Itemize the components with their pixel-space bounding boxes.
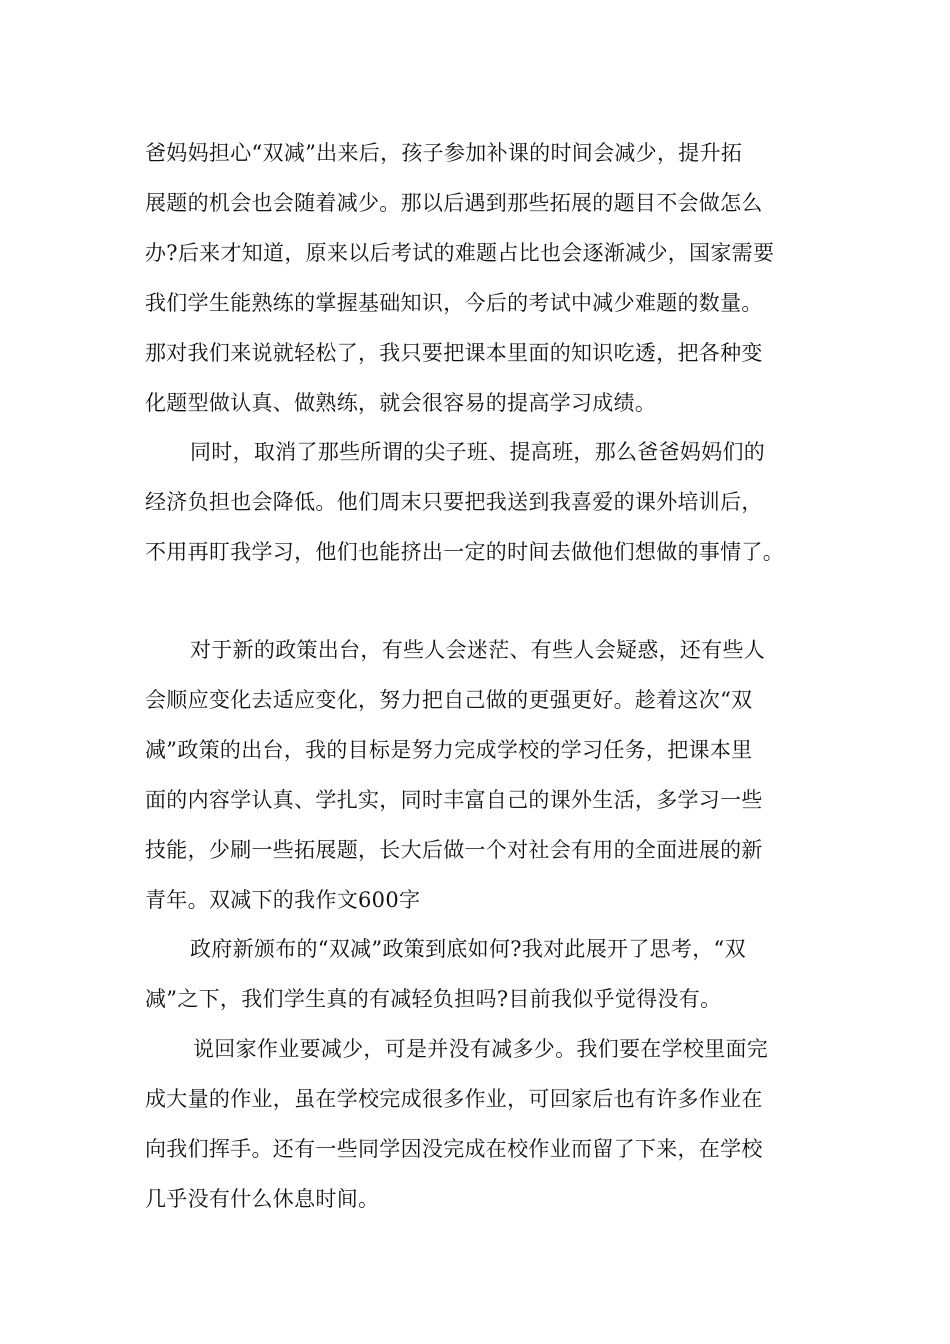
text-line: 减”政策的出台，我的目标是努力完成学校的学习任务，把课本里 [145, 738, 753, 762]
text-line: 不用再盯我学习，他们也能挤出一定的时间去做他们想做的事情了。 [145, 540, 784, 564]
text-line: 化题型做认真、做熟练，就会很容易的提高学习成绩。 [145, 391, 657, 415]
paragraph-first-line: 对于新的政策出台，有些人会迷茫、有些人会疑惑，还有些人 [190, 638, 766, 662]
text-line: 面的内容学认真、学扎实，同时丰富自己的课外生活，多学习一些 [145, 788, 763, 812]
text-line: 成大量的作业，虽在学校完成很多作业，可回家后也有许多作业在 [145, 1087, 763, 1111]
text-line: 青年。双减下的我作文600字 [145, 888, 421, 912]
text-line: 展题的机会也会随着减少。那以后遇到那些拓展的题目不会做怎么 [145, 191, 763, 215]
text-line: 我们学生能熟练的掌握基础知识，今后的考试中减少难题的数量。 [145, 291, 763, 315]
paragraph-first-line: 同时，取消了那些所谓的尖子班、提高班，那么爸爸妈妈们的 [190, 440, 766, 464]
text-line: 几乎没有什么休息时间。 [145, 1187, 380, 1211]
text-line: 技能，少刷一些拓展题，长大后做一个对社会有用的全面进展的新 [145, 838, 763, 862]
text-line: 那对我们来说就轻松了，我只要把课本里面的知识吃透，把各种变 [145, 341, 763, 365]
text-line: 向我们挥手。还有一些同学因没完成在校作业而留了下来，在学校 [145, 1137, 763, 1161]
text-line: 爸妈妈担心“双减”出来后，孩子参加补课的时间会减少，提升拓 [145, 141, 743, 165]
text-line: 经济负担也会降低。他们周末只要把我送到我喜爱的课外培训后， [145, 490, 763, 514]
paragraph-first-line: 说回家作业要减少，可是并没有减多少。我们要在学校里面完 [193, 1037, 769, 1061]
text-line: 办?后来才知道，原来以后考试的难题占比也会逐渐减少，国家需要 [145, 241, 775, 265]
paragraph-first-line: 政府新颁布的“双减”政策到底如何?我对此展开了思考，“双 [190, 937, 746, 961]
text-line: 减”之下，我们学生真的有减轻负担吗?目前我似乎觉得没有。 [145, 987, 722, 1011]
text-line: 会顺应变化去适应变化，努力把自己做的更强更好。趁着这次“双 [145, 688, 753, 712]
